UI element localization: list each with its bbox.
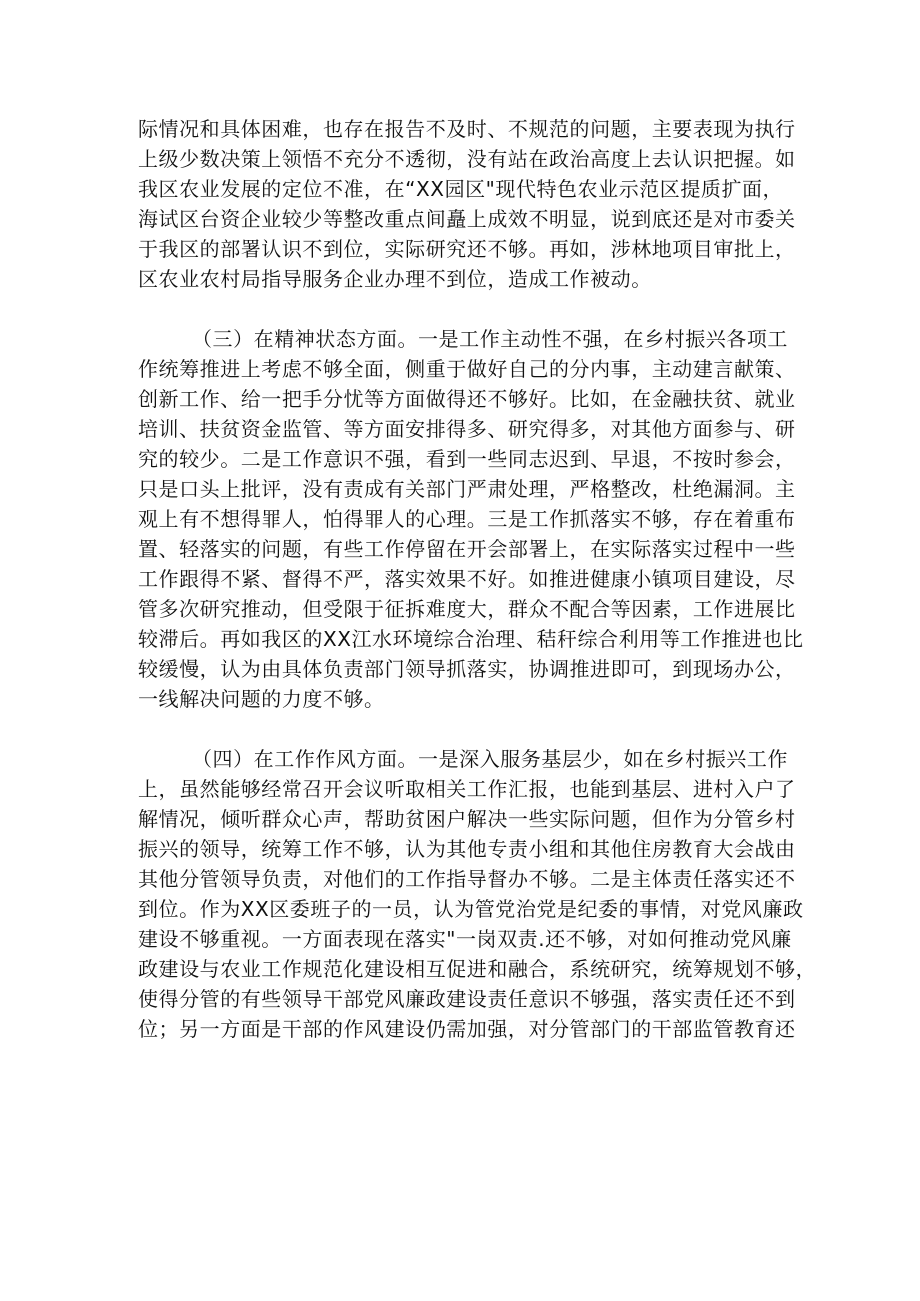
text-line: 置、轻落实的问题，有些工作停留在开会部署上，在实际落实过程中一些 — [138, 537, 796, 561]
text-line: 上级少数决策上领悟不充分不透彻，没有站在政治高度上去认识把握。如 — [138, 147, 796, 171]
text-line: 我区农业发展的定位不准，在“XX园区"现代特色农业示范区提质扩面， — [138, 177, 784, 201]
paragraph-1 — [138, 114, 796, 294]
text-line: 位；另一方面是干部的作风建设仍需加强，对分管部门的干部监管教育还 — [138, 1017, 796, 1041]
text-line: 建设不够重视。一方面表现在落实"一岗双责.还不够，对如何推动党风廉 — [138, 927, 792, 951]
text-line: 海试区台资企业较少等整改重点间矗上成效不明显，说到底还是对市委关 — [138, 207, 796, 231]
text-line: 究的较少。二是工作意识不强，看到一些同志迟到、早退，不按时参会， — [138, 447, 796, 471]
text-line: 其他分管领导负责，对他们的工作指导督办不够。二是主体责任落实还不 — [138, 867, 796, 891]
text-line: 作统筹推进上考虑不够全面，侧重于做好自己的分内事，主动建言献策、 — [138, 357, 796, 381]
text-line: 上，虽然能够经常召开会议听取相关工作汇报，也能到基层、进村入户了 — [138, 777, 796, 801]
text-line: 振兴的领导，统筹工作不够，认为其他专责小组和其他住房教育大会战由 — [138, 837, 796, 861]
text-line: 创新工作、给一把手分忧等方面做得还不够好。比如，在金融扶贫、就业 — [138, 387, 796, 411]
text-line: 较缓慢，认为由具体负责部门领导抓落实，协调推进即可，到现场办公， — [138, 657, 796, 681]
text-line: 培训、扶贫资金监管、等方面安排得多、研究得多，对其他方面参与、研 — [138, 417, 796, 441]
text-line: 观上有不想得罪人，怕得罪人的心理。三是工作抓落实不够，存在着重布 — [138, 507, 796, 531]
text-line: 到位。作为XX区委班子的一员，认为管党治党是纪委的事情，对党风廉政 — [138, 897, 804, 921]
paragraph-spacer — [138, 714, 782, 744]
text-line: （三）在精神状态方面。一是工作主动性不强，在乡村振兴各项工 — [192, 327, 788, 351]
text-line: 只是口头上批评，没有责成有关部门严肃处理，严格整改，杜绝漏洞。主 — [138, 477, 796, 501]
text-line: 政建设与农业工作规范化建设相互促进和融合，系统研究，统筹规划不够， — [138, 957, 817, 981]
text-line: 管多次研究推动，但受限于征拆难度大，群众不配合等因素，工作进展比 — [138, 597, 796, 621]
text-line: （四）在工作作风方面。一是深入服务基层少，如在乡村振兴工作 — [192, 747, 788, 771]
paragraph-spacer — [138, 294, 782, 324]
text-line: 区农业农村局指导服务企业办理不到位，造成工作被动。 — [138, 267, 652, 291]
text-line: 一线解决问题的力度不够。 — [138, 687, 385, 711]
text-line: 解情况，倾听群众心声，帮助贫困户解决一些实际问题，但作为分管乡村 — [138, 807, 796, 831]
text-line: 工作跟得不紧、督得不严，落实效果不好。如推进健康小镇项目建设，尽 — [138, 567, 796, 591]
text-line: 使得分管的有些领导干部党风廉政建设责任意识不够强，落实责任还不到 — [138, 987, 796, 1011]
document-page — [138, 114, 817, 1044]
text-line: 于我区的部署认识不到位，实际研究还不够。再如，涉林地项目审批上， — [138, 237, 796, 261]
paragraph-3 — [138, 744, 817, 1044]
text-line: 际情况和具体困难，也存在报告不及时、不规范的问题，主要表现为执行 — [138, 117, 796, 141]
text-line: 较滞后。再如我区的XX江水环境综合治理、秸秆综合利用等工作推进也比 — [138, 627, 804, 651]
paragraph-2 — [138, 324, 804, 714]
